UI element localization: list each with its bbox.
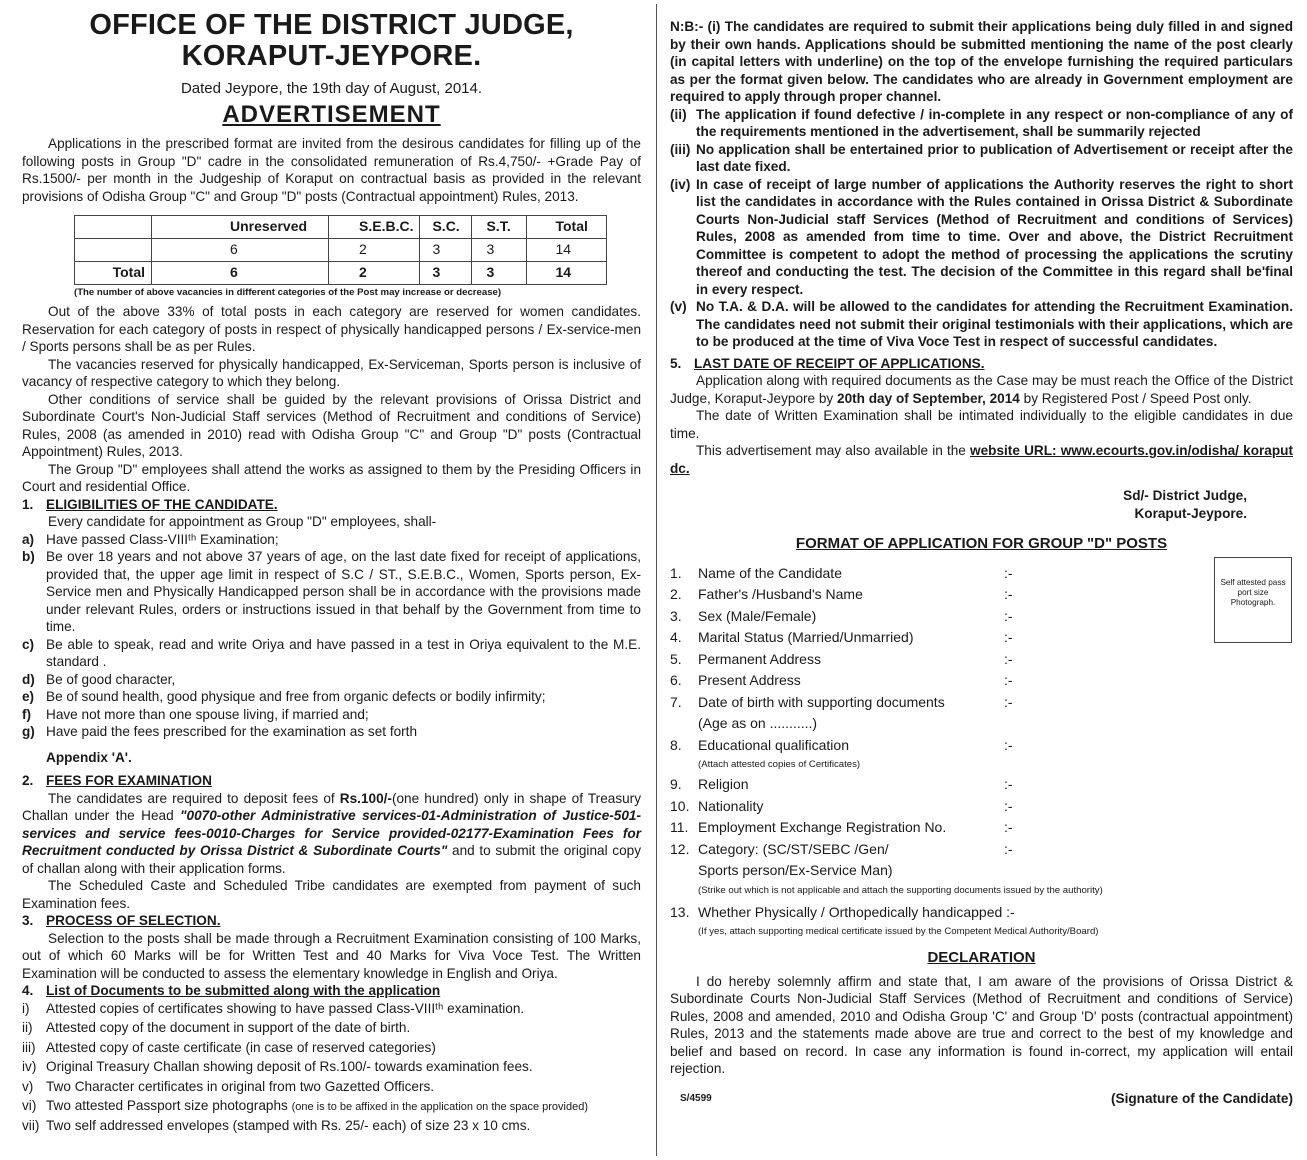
list-text-main: Attested copy of caste certificate (in case of reserved categories) <box>46 1039 436 1055</box>
list-key: iii) <box>22 1039 36 1055</box>
form-row-label: Name of the Candidate <box>698 564 842 581</box>
vacancy-cell: 6 <box>152 239 329 262</box>
form-row-number: 10. <box>670 797 690 814</box>
vacancy-header-row <box>75 216 607 239</box>
vacancy-row <box>75 239 607 262</box>
form-row-note: (Strike out which is not applicable and attach the supporting documents issued by the authority) <box>698 884 1103 896</box>
declaration-text: I do hereby solemnly affirm and state that, I am aware of the provisions of Orissa District & Subordinate Courts Non-Judicial Staff Services (Method of Recruitment and conditions of Service) Rules, 2008 and amended, 2010 and Odisha Group 'C' and Group 'D' posts (contractual appointment) Rules, 2013 and the statements made above are true and correct to the best of my knowledge and belief and based on record. In case any information is found in-correct, my application will entail rejection. <box>670 973 1293 1076</box>
list-key: b) <box>22 549 35 564</box>
eligibility-list <box>22 531 641 741</box>
website-paragraph <box>670 442 1293 477</box>
publication-code: S/4599 <box>680 1092 712 1104</box>
office-title-line2: KORAPUT-JEYPORE. <box>181 40 482 72</box>
list-text <box>46 1058 641 1078</box>
section-documents-heading <box>22 982 641 1000</box>
signature-line: Sd/- District Judge, <box>1123 488 1247 503</box>
list-key: c) <box>22 636 35 652</box>
form-row <box>670 774 1293 796</box>
list-text: Have not more than one spouse living, if married and; <box>46 706 369 722</box>
note-key: (v) <box>670 299 687 314</box>
fees-text: The candidates are required to deposit fees of <box>48 790 340 806</box>
list-text <box>46 1078 641 1098</box>
note-key: (iv) <box>670 176 691 192</box>
list-key: d) <box>22 671 35 687</box>
section-fees-heading <box>22 772 641 790</box>
form-row-spacer <box>670 713 698 735</box>
list-text-main: Attested copy of the document in support of the date of birth. <box>46 1020 411 1035</box>
district-judge-signature <box>670 487 1293 523</box>
fees-head-of-account: "0070-other Administrative services-01-Administration of Justice-501-services and service fees-0010-Charges for Service provided-02177-Examination Fees for Recruitment conducted by Orissa District & Subordinate Courts" <box>22 808 641 858</box>
list-item <box>22 688 641 706</box>
list-text-main: Two attested Passport size photographs <box>46 1098 292 1113</box>
list-text <box>46 1117 641 1137</box>
form-row-colon: :- <box>1004 586 1013 602</box>
vacancy-header-cell: S.T. <box>472 216 527 239</box>
list-key: a) <box>22 531 35 547</box>
notes-block <box>670 18 1293 351</box>
list-item <box>22 1117 641 1137</box>
section-number: 4. <box>22 983 34 998</box>
vacancy-total-row <box>75 262 607 285</box>
advertisement-heading: ADVERTISEMENT <box>222 101 441 128</box>
office-title-line1: OFFICE OF THE DISTRICT JUDGE, <box>89 9 574 41</box>
note-text: No T.A. & D.A. will be allowed to the candidates for attending the Recruitment Examination. The candidates need not submit their original testimonials with their applications, which are to be produced at the time of Viva Voce Test in respect of successful candidates. <box>696 299 1293 349</box>
list-text: Have paid the fees prescribed for the examination as set forth <box>46 724 418 739</box>
last-date-value: 20th day of September, 2014 <box>837 390 1020 406</box>
fees-text: (one hundred) only in shape of Treasury Challan under the Head <box>22 790 641 823</box>
note-item <box>670 18 1293 106</box>
list-key: ii) <box>22 1020 33 1035</box>
list-item <box>22 1058 641 1078</box>
vacancy-total-cell: 2 <box>329 262 420 285</box>
section-number: 2. <box>22 773 34 788</box>
form-row-colon: :- <box>1004 819 1013 835</box>
form-row-colon: :- <box>1004 607 1013 624</box>
right-column <box>670 18 1293 1107</box>
list-key: vi) <box>22 1098 37 1113</box>
form-row-number: 8. <box>670 736 682 753</box>
list-text-small: (one is to be affixed in the application on the space provided) <box>291 1101 588 1113</box>
section-title: List of Documents to be submitted along with the application <box>46 983 441 998</box>
fees-text: and to submit the original copy of challan along with their application forms. <box>22 843 641 876</box>
conditions-paragraph: Other conditions of service shall be guided by the relevant provisions of Orissa District and Subordinate Court's Non-Judicial Staff services (Method of Recruitment and conditions of Service) Rules, 2008 (as amended in 2010) read with Odisha Group "C" and Group "D" posts (Contractual Appointment) Rules, 2013. <box>22 391 641 459</box>
list-item <box>22 706 641 724</box>
form-row-label: Father's /Husband's Name <box>698 586 863 602</box>
written-exam-paragraph: The date of Written Examination shall be intimated individually to the eligible candidates in due time. <box>670 408 1293 441</box>
list-item <box>22 1000 641 1020</box>
form-row-colon: :- <box>1004 650 1013 667</box>
vacancy-cell: 14 <box>527 239 607 262</box>
format-title: FORMAT OF APPLICATION FOR GROUP "D" POSTS <box>795 535 1168 552</box>
list-text-main: Two Character certificates in original from two Gazetted Officers. <box>46 1078 435 1094</box>
form-row-number: 11. <box>670 819 689 835</box>
form-row-number: 2. <box>670 586 682 602</box>
list-item <box>22 671 641 689</box>
eligibility-lead: Every candidate for appointment as Group "D" employees, shall- <box>48 514 437 529</box>
list-text-main: Original Treasury Challan showing deposit of Rs.100/- towards examination fees. <box>46 1059 533 1074</box>
list-key: i) <box>22 1000 30 1016</box>
list-item <box>22 723 641 741</box>
list-item <box>22 636 641 671</box>
left-column <box>22 10 641 1136</box>
documents-list <box>22 1000 641 1137</box>
form-row-label: Category: (SC/ST/SEBC /Gen/ <box>698 840 889 857</box>
appendix-label: Appendix 'A'. <box>46 749 132 765</box>
list-text: Be of good character, <box>46 671 176 687</box>
list-text <box>46 1097 641 1117</box>
form-row-colon: :- <box>1004 776 1013 792</box>
section-eligibility-heading <box>22 496 641 514</box>
form-row <box>670 649 1293 671</box>
form-row <box>670 563 1293 585</box>
vacancy-cell <box>75 239 152 262</box>
note-key: (ii) <box>670 106 687 122</box>
list-key: e) <box>22 689 35 704</box>
website-url[interactable]: website URL: www.ecourts.gov.in/odisha/ koraput dc. <box>670 443 1293 476</box>
section-number: 3. <box>22 913 34 928</box>
fees-amount: Rs.100/- <box>339 790 392 806</box>
section-last-date-heading <box>670 355 1293 373</box>
list-key: f) <box>22 706 32 722</box>
form-row-label: Permanent Address <box>698 650 821 667</box>
last-date-paragraph <box>670 372 1293 407</box>
note-key: N:B:- (i) <box>670 19 721 34</box>
form-row-number: 12. <box>670 840 690 857</box>
note-body: The candidates are required to submit their applications being duly filled in and signed by their own hands. Applications should be submitted mentioning the name of the post clearly (in capital letters with underline) on the top of the envelope furnishing the required particulars as per the format given below. The candidates who are already in Government employment are required to apply through proper channel. <box>670 19 1293 104</box>
list-item <box>22 548 641 636</box>
form-row-label: Marital Status (Married/Unmarried) <box>698 629 914 645</box>
form-row-colon: :- <box>1004 629 1013 645</box>
dated-line: Dated Jeypore, the 19th day of August, 2014. <box>180 80 483 97</box>
list-text: Be of sound health, good physique and free from organic defects or bodily infirmity; <box>46 689 546 704</box>
list-item <box>22 1078 641 1098</box>
form-row-label: Whether Physically / Orthopedically handicapped :- <box>698 903 1015 920</box>
list-key: g) <box>22 724 35 739</box>
form-row-label: Date of birth with supporting documents <box>698 693 945 710</box>
form-row <box>670 606 1293 628</box>
last-date-text: Application along with required documents as the Case may be must reach the Office of the District Judge, Koraput-Jeypore by <box>670 373 1293 406</box>
vacancy-header-cell: Total <box>527 216 607 239</box>
section-title: FEES FOR EXAMINATION <box>46 773 212 788</box>
vacancy-note: (The number of above vacancies in different categories of the Post may increase or decrease) <box>74 287 502 298</box>
vacancy-total-cell: Total <box>75 262 152 285</box>
form-row-sublabel: Sports person/Ex-Service Man) <box>698 862 893 878</box>
form-row-number: 5. <box>670 650 682 667</box>
section-number: 5. <box>670 355 682 371</box>
form-row-number: 13. <box>670 903 690 920</box>
form-row-label: Employment Exchange Registration No. <box>698 819 947 835</box>
form-row <box>670 627 1293 649</box>
form-row-label: Religion <box>698 776 749 792</box>
form-row-colon: :- <box>1004 672 1013 688</box>
list-item <box>22 531 641 549</box>
list-item <box>22 1019 641 1039</box>
signature-line: Koraput-Jeypore. <box>1134 506 1247 521</box>
list-key: v) <box>22 1078 34 1094</box>
form-row-label: Sex (Male/Female) <box>698 607 817 624</box>
section-title: ELIGIBILITIES OF THE CANDIDATE. <box>46 496 278 512</box>
note-text: The application if found defective / in-complete in any respect or non-compliance of any of the requirements mentioned in the advertisement, shall be summarily rejected <box>696 106 1293 139</box>
column-divider <box>656 4 657 1156</box>
form-row-number: 3. <box>670 607 682 624</box>
form-row <box>670 796 1293 818</box>
list-text: Have passed Class-VIIIᵗʰ Examination; <box>46 531 279 547</box>
list-text <box>46 1000 641 1020</box>
form-row <box>670 839 1293 861</box>
form-row <box>670 817 1293 839</box>
vacancy-total-cell: 3 <box>472 262 527 285</box>
list-key: vii) <box>22 1117 40 1133</box>
vacancy-table <box>74 215 607 285</box>
list-item <box>22 1039 641 1059</box>
fees-exemption-paragraph: The Scheduled Caste and Scheduled Tribe candidates are exempted from payment of such Examination fees. <box>22 878 641 911</box>
form-row-sub <box>670 860 1293 882</box>
note-text: No application shall be entertained prior to publication of Advertisement or receipt after the last date fixed. <box>696 141 1293 174</box>
form-row-colon: :- <box>1004 840 1013 857</box>
form-row <box>670 584 1293 606</box>
form-row-number: 7. <box>670 693 682 710</box>
section-title: PROCESS OF SELECTION. <box>46 913 221 928</box>
form-row <box>670 670 1293 692</box>
candidate-signature-label: (Signature of the Candidate) <box>1110 1090 1293 1106</box>
last-date-text: by Registered Post / Speed Post only. <box>1019 390 1252 406</box>
footer <box>670 1090 1293 1108</box>
vacancy-inclusive-paragraph: The vacancies reserved for physically handicapped, Ex-Serviceman, Sports person is inclusive of vacancy of respective category to which they belong. <box>22 356 641 389</box>
vacancy-header-cell: S.E.B.C. <box>329 216 420 239</box>
form-row-sub <box>670 713 1293 735</box>
list-text: Be over 18 years and not above 37 years of age, on the last date fixed for receipt of applications, provided that, the upper age limit in respect of S.C / ST., S.E.B.C., Women, Sports person, Ex-Service men and Physically Handicapped person shall be in accordance with the provisions made under relevant Rules, orders or instructions issued in that behalf by the Government from time to time. <box>46 549 641 634</box>
vacancy-total-cell: 14 <box>527 262 607 285</box>
note-item <box>670 141 1293 176</box>
website-text: This advertisement may also available in the <box>696 443 971 458</box>
section-selection-heading <box>22 912 641 930</box>
note-text <box>670 18 1293 106</box>
note-item <box>670 298 1293 351</box>
declaration-title: DECLARATION <box>927 949 1036 966</box>
form-row-label: Nationality <box>698 797 764 814</box>
vacancy-header-cell <box>75 216 152 239</box>
form-row-colon: :- <box>1004 736 1013 753</box>
list-item <box>22 1097 641 1117</box>
list-text-main: Two self addressed envelopes (stamped with Rs. 25/- each) of size 23 x 10 cms. <box>46 1117 531 1133</box>
vacancy-header-cell: S.C. <box>420 216 472 239</box>
list-text-main: Attested copies of certificates showing to have passed Class-VIIIᵗʰ examination. <box>46 1000 525 1016</box>
vacancy-cell: 3 <box>420 239 472 262</box>
form-row-spacer <box>670 860 698 882</box>
intro-paragraph: Applications in the prescribed format are invited from the desirous candidates for filling up of the following posts in Group "D" cadre in the consolidated remuneration of Rs.4,750/- +Grade Pay of Rs.1500/- per month in the Judgeship of Koraput on contractual basis as provided in the relevant provisions of Odisha Group "C" and Group "D" posts (Contractual appointment) Rules, 2013. <box>22 136 641 204</box>
vacancy-total-cell: 3 <box>420 262 472 285</box>
photo-placeholder: Self attested pass port size Photograph. <box>1214 557 1292 643</box>
vacancy-total-cell: 6 <box>152 262 329 285</box>
selection-paragraph: Selection to the posts shall be made through a Recruitment Examination consisting of 100 Marks, out of which 60 Marks will be for Written Test and 40 Marks for Viva Voce Test. The Written Examination will be conducted to assess the elementary knowledge in English and Oriya. <box>22 930 641 981</box>
list-text <box>46 1019 641 1039</box>
form-row <box>670 902 1293 924</box>
form-row-note: (If yes, attach supporting medical certificate issued by the Competent Medical Authority/Board) <box>698 926 1099 937</box>
form-row-colon: :- <box>1004 693 1013 710</box>
form-row-label: Educational qualification <box>698 736 849 753</box>
form-row-number: 6. <box>670 672 682 688</box>
form-row-note: (Attach attested copies of Certificates) <box>698 759 861 770</box>
form-row <box>670 735 1293 757</box>
note-item <box>670 106 1293 141</box>
duties-paragraph: The Group "D" employees shall attend the works as assigned to them by the Presiding Officers in Court and residential Office. <box>22 461 641 494</box>
note-key: (iii) <box>670 141 691 157</box>
vacancy-header-cell: Unreserved <box>152 216 329 239</box>
application-format <box>670 563 1293 942</box>
form-row-sublabel: (Age as on ...........) <box>698 715 818 731</box>
form-row-colon: :- <box>1004 797 1013 814</box>
list-text: Be able to speak, read and write Oriya and have passed in a test in Oriya equivalent to the M.E. standard . <box>46 636 641 669</box>
form-row-colon: :- <box>1004 564 1013 581</box>
list-text <box>46 1039 641 1059</box>
form-row-label: Present Address <box>698 672 801 688</box>
form-row-number: 1. <box>670 564 682 581</box>
form-row-number: 9. <box>670 776 682 792</box>
vacancy-cell: 3 <box>472 239 527 262</box>
vacancy-cell: 2 <box>329 239 420 262</box>
form-row <box>670 692 1293 714</box>
form-row-number: 4. <box>670 629 682 645</box>
note-item <box>670 176 1293 299</box>
section-number: 1. <box>22 496 34 512</box>
reservation-paragraph: Out of the above 33% of total posts in each category are reserved for women candidates. Reservation for each category of posts in respect of physically handicapped persons / Ex-service-men / Sports persons shall be as per Rules. <box>22 304 641 354</box>
section-title: LAST DATE OF RECEIPT OF APPLICATIONS. <box>694 355 985 371</box>
list-key: iv) <box>22 1059 37 1074</box>
fees-paragraph <box>22 790 641 878</box>
note-text: In case of receipt of large number of applications the Authority reserves the right to short list the candidates in accordance with the Rules contained in Orissa District & Subordinate Courts Non-Judicial staff Services (Method of Recruitment and conditions of Services) Rules, 2008 as amended from time to time. Over and above, the District Recruitment Committee is competent to adopt the method of processing the applications the scrutiny thereof and conducting the test. The decision of the Committee in this regard shall be'final in every respect. <box>696 176 1293 297</box>
